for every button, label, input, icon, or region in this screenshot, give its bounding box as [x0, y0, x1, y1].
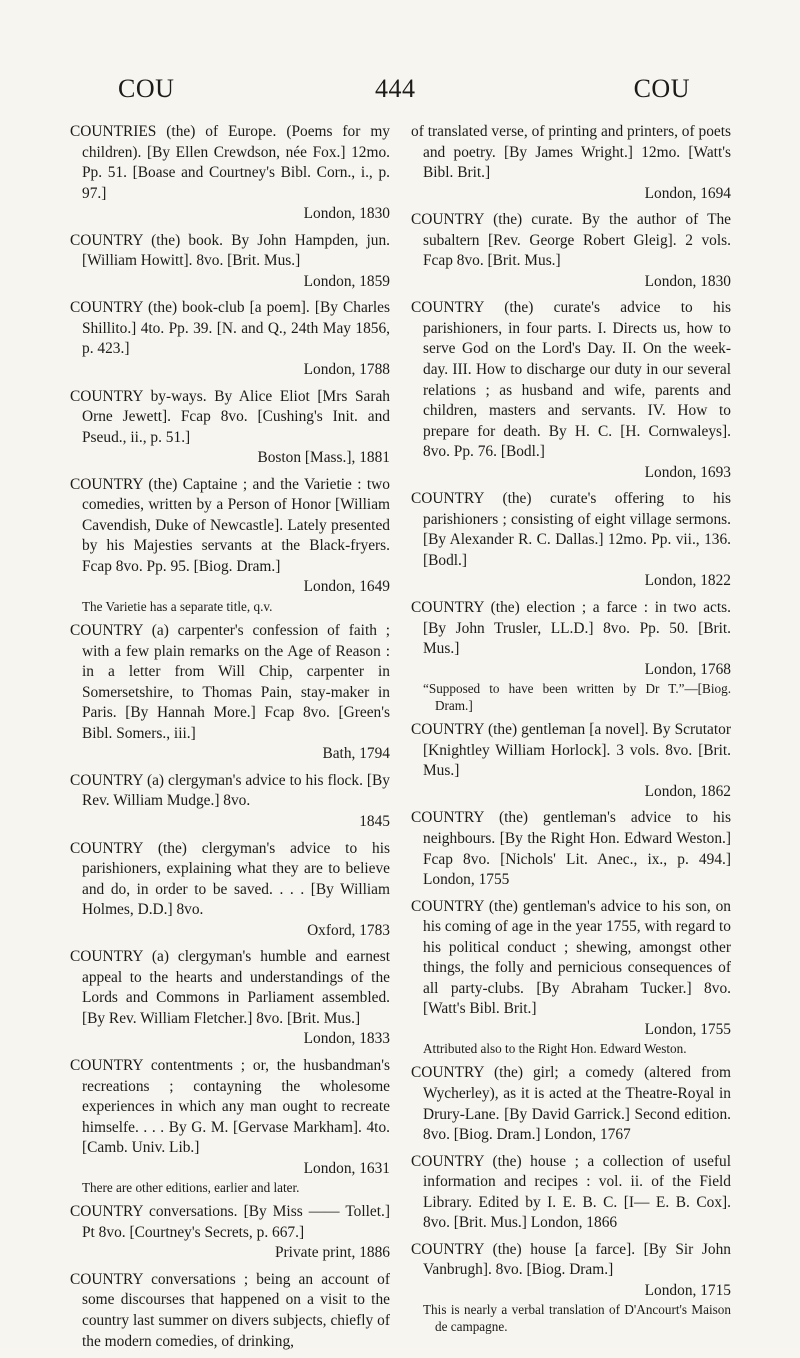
- catalog-entry: [411, 489, 731, 592]
- catalog-entry: [70, 231, 390, 293]
- entry-text: COUNTRY (the) book. By John Hampden, jun. [William Howitt]. 8vo. [Brit. Mus.]: [70, 231, 390, 270]
- entry-text: COUNTRY conversations ; being an account of some discourses that happened on a visit to the country last summer on divers subjects, chiefly of the modern comedies, of drinking,: [70, 1270, 390, 1350]
- entry-imprint: London, 1693: [644, 463, 731, 481]
- entry-text: COUNTRY (the) gentleman [a novel]. By Scrutator [Knightley William Horlock]. 3 vols. 8vo. [Brit. Mus.]: [411, 721, 731, 780]
- catalog-entry: [411, 897, 731, 1058]
- entry-text: COUNTRY (the) house ; a collection of useful information and recipes : vol. ii. of the Field Library. Edited by I. E. B. C. [I— E. B. Cox]. 8vo. [Brit. Mus.] London, 1866: [411, 1152, 731, 1232]
- entry-text: COUNTRY conversations. [By Miss —— Tollet.] Pt 8vo. [Courtney's Secrets, p. 667.]: [70, 1203, 390, 1241]
- entry-note: This is nearly a verbal translation of D'Ancourt's Maison de campagne.: [423, 1302, 731, 1335]
- catalog-entry: [411, 298, 731, 483]
- entry-text: COUNTRY (the) gentleman's advice to his son, on his coming of age in the year 1755, with regard to his political conduct ; shewing, amongst other things, the folly and pernicious consequences of all party-clubs. [By Abraham Tucker.] 8vo. [Watt's Bibl. Brit.]: [411, 897, 731, 1018]
- entry-text: COUNTRY (the) curate. By the author of The subaltern [Rev. George Robert Gleig]. 2 vols. Fcap 8vo. [Brit. Mus.]: [411, 211, 731, 270]
- catalog-entry: [70, 621, 390, 765]
- catalog-entry: [70, 298, 390, 380]
- page-number: 444: [375, 74, 416, 103]
- catalog-entry: [411, 122, 731, 204]
- entry-imprint: London, 1768: [644, 660, 731, 678]
- running-header: [100, 74, 700, 104]
- catalog-entry: [411, 1063, 731, 1145]
- right-column: [411, 122, 731, 1341]
- entry-imprint: London, 1694: [644, 184, 731, 202]
- entry-note: There are other editions, earlier and later.: [82, 1180, 300, 1196]
- entry-imprint: Private print, 1886: [275, 1244, 390, 1262]
- entry-text: COUNTRY (the) clergyman's advice to his parishioners, explaining what they are to believe and do, in order to be saved. . . . [By William Holmes, D.D.] 8vo.: [70, 839, 390, 919]
- header-left-guide-word: COU: [118, 74, 175, 103]
- entry-imprint: London, 1755: [644, 1020, 731, 1038]
- entry-text: COUNTRY (the) curate's offering to his parishioners ; consisting of eight village sermons. [By Alexander R. C. Dallas.] 12mo. Pp. vii., 136. [Bodl.]: [411, 490, 731, 569]
- entry-note: The Varietie has a separate title, q.v.: [82, 599, 273, 615]
- catalog-entry: [70, 947, 390, 1050]
- entry-imprint: London, 1830: [303, 205, 390, 223]
- entry-text: COUNTRY (the) curate's advice to his parishioners, in four parts. I. Directs us, how to serve God on the Lord's Day. II. On the week-day. III. How to discharge our duty in our several relations ; as husband and wife, parents and children, masters and servants. IV. How to prepare for death. By H. C. [H. Cornwaleys]. 8vo. Pp. 76. [Bodl.]: [411, 299, 731, 461]
- entry-imprint: London, 1649: [303, 578, 390, 596]
- entry-imprint: 1845: [359, 812, 390, 830]
- catalog-entry: [70, 1202, 390, 1264]
- catalog-entry: [70, 387, 390, 469]
- entry-imprint: London, 1833: [303, 1030, 390, 1048]
- catalog-entry: [70, 839, 390, 942]
- catalog-entry: [70, 475, 390, 615]
- entry-text: COUNTRY (the) girl; a comedy (altered from Wycherley), as it is acted at the Theatre-Royal in Drury-Lane. [By David Garrick.] Second edition. 8vo. [Biog. Dram.] London, 1767: [411, 1064, 731, 1144]
- entry-imprint: London, 1822: [644, 572, 731, 590]
- header-right-guide-word: COU: [633, 74, 690, 103]
- entry-text: COUNTRY (the) election ; a farce : in two acts. [By John Trusler, LL.D.] 8vo. Pp. 50. [Brit. Mus.]: [411, 599, 731, 658]
- catalog-entry: [70, 1270, 390, 1352]
- entry-text: COUNTRY (a) carpenter's confession of faith ; with a few plain remarks on the Age of Reason : in a letter from Will Chip, carpenter in Somersetshire, to Thomas Pain, stay-maker in Paris. [By Hannah More.] Fcap 8vo. [Green's Bibl. Somers., iii.]: [70, 622, 390, 742]
- entry-text: COUNTRY (a) clergyman's humble and earnest appeal to the hearts and understandings of the Lords and Commons in Parliament assembled. [By Rev. William Fletcher.] 8vo. [Brit. Mus.]: [70, 948, 390, 1027]
- entry-imprint: Bath, 1794: [322, 745, 390, 763]
- entry-imprint: London, 1859: [303, 272, 390, 290]
- left-column: [70, 122, 390, 1358]
- catalog-entry: [411, 1240, 731, 1336]
- entry-imprint: Boston [Mass.], 1881: [257, 449, 390, 467]
- entry-imprint: London, 1788: [303, 361, 390, 379]
- catalog-entry: [411, 720, 731, 802]
- entry-text: COUNTRY (the) gentleman's advice to his neighbours. [By the Right Hon. Edward Weston.] Fcap 8vo. [Nichols' Lit. Anec., ix., p. 494.] London, 1755: [411, 809, 731, 889]
- catalog-entry: [411, 210, 731, 292]
- entry-text: COUNTRY (the) book-club [a poem]. [By Charles Shillito.] 4to. Pp. 39. [N. and Q., 24th May 1856, p. 423.]: [70, 299, 390, 358]
- entry-imprint: London, 1715: [644, 1281, 731, 1299]
- entry-text: COUNTRY (a) clergyman's advice to his flock. [By Rev. William Mudge.] 8vo.: [70, 771, 390, 810]
- entry-imprint: London, 1631: [303, 1159, 390, 1177]
- entry-note: “Supposed to have been written by Dr T.”—[Biog. Dram.]: [423, 681, 731, 714]
- entry-text: COUNTRY (the) house [a farce]. [By Sir John Vanbrugh]. 8vo. [Biog. Dram.]: [411, 1240, 731, 1279]
- catalog-entry: [70, 1056, 390, 1196]
- catalog-entry: [70, 122, 390, 225]
- entry-text: COUNTRY by-ways. By Alice Eliot [Mrs Sarah Orne Jewett]. Fcap 8vo. [Cushing's Init. and Pseud., ii., p. 51.]: [70, 387, 390, 446]
- catalog-entry: [411, 808, 731, 890]
- entry-text: of translated verse, of printing and printers, of poets and poetry. [By James Wright.] 12mo. [Watt's Bibl. Brit.]: [411, 123, 731, 182]
- entry-text: COUNTRY contentments ; or, the husbandman's recreations ; contayning the wholesome experiences in which any man ought to recreate himselfe. . . . By G. M. [Gervase Markham]. 4to. [Camb. Univ. Lib.]: [70, 1056, 390, 1157]
- entry-imprint: London, 1862: [644, 782, 731, 800]
- entry-imprint: Oxford, 1783: [307, 921, 390, 939]
- entry-note: Attributed also to the Right Hon. Edward Weston.: [423, 1041, 687, 1057]
- entry-text: COUNTRIES (the) of Europe. (Poems for my children). [By Ellen Crewdson, née Fox.] 12mo. Pp. 51. [Boase and Courtney's Bibl. Corn., i., p. 97.]: [70, 123, 390, 202]
- catalog-entry: [411, 1152, 731, 1234]
- catalog-entry: [411, 598, 731, 714]
- catalog-entry: [70, 771, 390, 833]
- entry-imprint: London, 1830: [644, 272, 731, 290]
- entry-text: COUNTRY (the) Captaine ; and the Varietie : two comedies, written by a Person of Honor [William Cavendish, Duke of Newcastle]. Lately presented by his Majesties servants at the Black-fryers. Fcap 8vo. Pp. 95. [Biog. Dram.]: [70, 475, 390, 575]
